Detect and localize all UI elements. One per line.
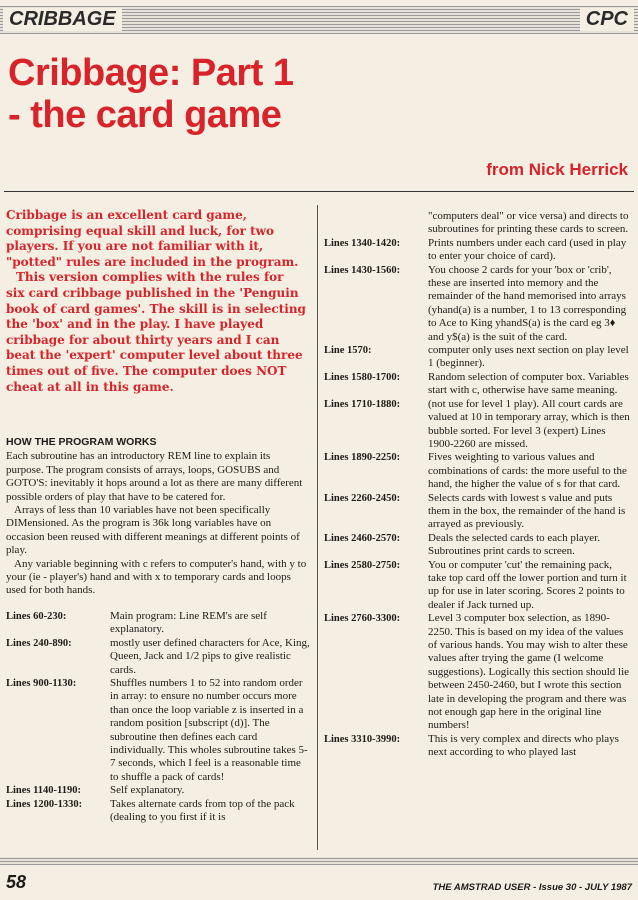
line-entry xyxy=(6,637,310,677)
line-description: Deals the selected cards to each player. Subroutines print cards to screen. xyxy=(428,531,600,558)
left-column xyxy=(6,436,310,824)
intro-paragraph: Cribbage is an excellent card game, comprising equal skill and luck, for two players. If you are not familiar with it, "potted" rules are included in the program. xyxy=(6,208,299,269)
line-range: Lines 2760-3300: xyxy=(324,613,401,625)
line-description: Level 3 computer box selection, as 1890-2250. This is based on my idea of the values of various hands. You may wish to alter these values after trying the game (I welcome suggestions). Logically this section should lie between 2450-2460, but I wrote this section late in developing the program and there was not enough gap here in the original line numbers! xyxy=(428,612,630,732)
line-entry xyxy=(6,798,310,825)
line-entry xyxy=(324,398,630,452)
line-range: Lines 240-890: xyxy=(6,637,72,649)
line-entry xyxy=(6,610,310,637)
line-entry xyxy=(324,612,630,733)
intro-paragraph: This version complies with the rules for six card cribbage published in the 'Penguin book of card games'. The skill is in selecting the 'box' and in the play. I have played cribbage for about thirty years and I can beat the 'expert' computer level about three times out of five. The computer does NOT cheat at all in this game. xyxy=(6,270,306,394)
line-range: Lines 2260-2450: xyxy=(324,492,401,504)
line-description: computer only uses next section on play level 1 (beginner). xyxy=(428,344,629,370)
body-paragraph: Arrays of less than 10 variables have not been specifically DIMensioned. As the program is 36k long variables have on occasion been reused with different meanings at different points of play. xyxy=(6,504,300,557)
line-entry xyxy=(324,371,630,398)
line-description: mostly user defined characters for Ace, King, Queen, Jack and 1/2 pips to give realistic cards. xyxy=(110,636,310,676)
article-title xyxy=(8,52,488,136)
line-description: This is very complex and directs who plays next according to who played last xyxy=(428,732,619,759)
line-entry xyxy=(324,264,630,344)
line-description: Shuffles numbers 1 to 52 into random order in array: to ensure no number occurs more than once the loop variable z is inserted in a random position [subscript (d)]. The subroutine then defines each card individually. This wholes subroutine takes 5-7 seconds, which I feel is a reasonable time to shuffle a pack of cards! xyxy=(110,676,308,783)
column-divider xyxy=(317,205,318,850)
line-range: Lines 1340-1420: xyxy=(324,237,401,249)
line-description: Selects cards with lowest s value and puts them in the box, the remainder of the hand is arrayed as previously. xyxy=(428,491,626,531)
line-entry xyxy=(324,492,630,532)
line-description: Random selection of computer box. Variables start with c, otherwise have same meaning. xyxy=(428,370,629,397)
line-description: (not use for level 1 play). All court cards are valued at 10 in temporary array, which is then bubble sorted. For level 3 (expert) Lines 1900-2260 are missed. xyxy=(428,397,630,450)
line-description: Prints numbers under each card (used in play to enter your choice of card). xyxy=(428,236,627,263)
line-entry xyxy=(324,733,630,760)
byline: from Nick Herrick xyxy=(486,160,628,179)
continuation-text: "computers deal" or vice versa) and directs to subroutines for printing these cards to screen. xyxy=(428,210,629,236)
line-entry xyxy=(6,784,310,797)
machine-tag: CPC xyxy=(580,8,634,31)
line-range: Lines 1200-1330: xyxy=(6,798,83,810)
section-heading: HOW THE PROGRAM WORKS xyxy=(6,436,157,448)
line-description: You choose 2 cards for your 'box or 'crib', these are inserted into memory and the remainder of the hand memorised into arrays (yhand(a) is a number, 1 to 13 corresponding to Ace to King yhandS(a) is the card eg 3♦ and y$(a) is the suit of the card. xyxy=(428,263,627,343)
line-range: Lines 1140-1190: xyxy=(6,785,81,797)
line-description: Fives weighting to various values and combinations of cards: the more useful to the hand, the higher the value of s for that card. xyxy=(428,451,627,491)
intro-paragraphs xyxy=(6,208,306,395)
line-range: Lines 2580-2750: xyxy=(324,559,401,571)
title-line-1: Cribbage: Part 1 xyxy=(8,52,294,94)
line-range: Lines 2460-2570: xyxy=(324,532,401,544)
line-entry xyxy=(324,344,630,371)
line-range: Lines 900-1130: xyxy=(6,677,77,689)
body-paragraph: Each subroutine has an introductory REM line to explain its purpose. The program consists of arrays, loops, GOSUBS and GOTO'S: inevitably it hops around a lot as there are many different possible orders of play that have to be catered for. xyxy=(6,450,303,503)
line-range: Lines 1430-1560: xyxy=(324,264,401,276)
body-paragraph: Any variable beginning with c refers to computer's hand, with y to your (ie - player's) hand and with x to temporary cards and loops used for both hands. xyxy=(6,557,307,597)
line-entry xyxy=(324,237,630,264)
line-entry xyxy=(324,532,630,559)
line-range: Line 1570: xyxy=(324,345,372,357)
line-entry xyxy=(324,451,630,491)
line-entry xyxy=(324,559,630,613)
header-bar xyxy=(0,6,638,34)
line-range: Lines 3310-3990: xyxy=(324,733,401,745)
line-entry xyxy=(6,677,310,784)
line-range: Lines 1890-2250: xyxy=(324,452,401,464)
line-description: You or computer 'cut' the remaining pack, take top card off the lower portion and turn it up for use in later scoring. Scores 2 points to dealer if Jack turned up. xyxy=(428,558,627,611)
title-divider xyxy=(4,191,634,192)
line-range: Lines 60-230: xyxy=(6,610,67,622)
right-column xyxy=(324,210,630,760)
line-description: Main program: Line REM's are self explanatory. xyxy=(110,609,267,636)
title-line-2: - the card game xyxy=(8,94,282,136)
issue-line: THE AMSTRAD USER - Issue 30 - JULY 1987 xyxy=(432,882,632,893)
line-range: Lines 1710-1880: xyxy=(324,398,401,410)
line-description: Self explanatory. xyxy=(110,784,185,797)
line-range: Lines 1580-1700: xyxy=(324,371,401,383)
page-number: 58 xyxy=(6,872,27,892)
section-kicker: CRIBBAGE xyxy=(3,8,122,31)
line-description: Takes alternate cards from top of the pack (dealing to you first if it is xyxy=(110,797,295,823)
footer-bar xyxy=(0,857,638,865)
